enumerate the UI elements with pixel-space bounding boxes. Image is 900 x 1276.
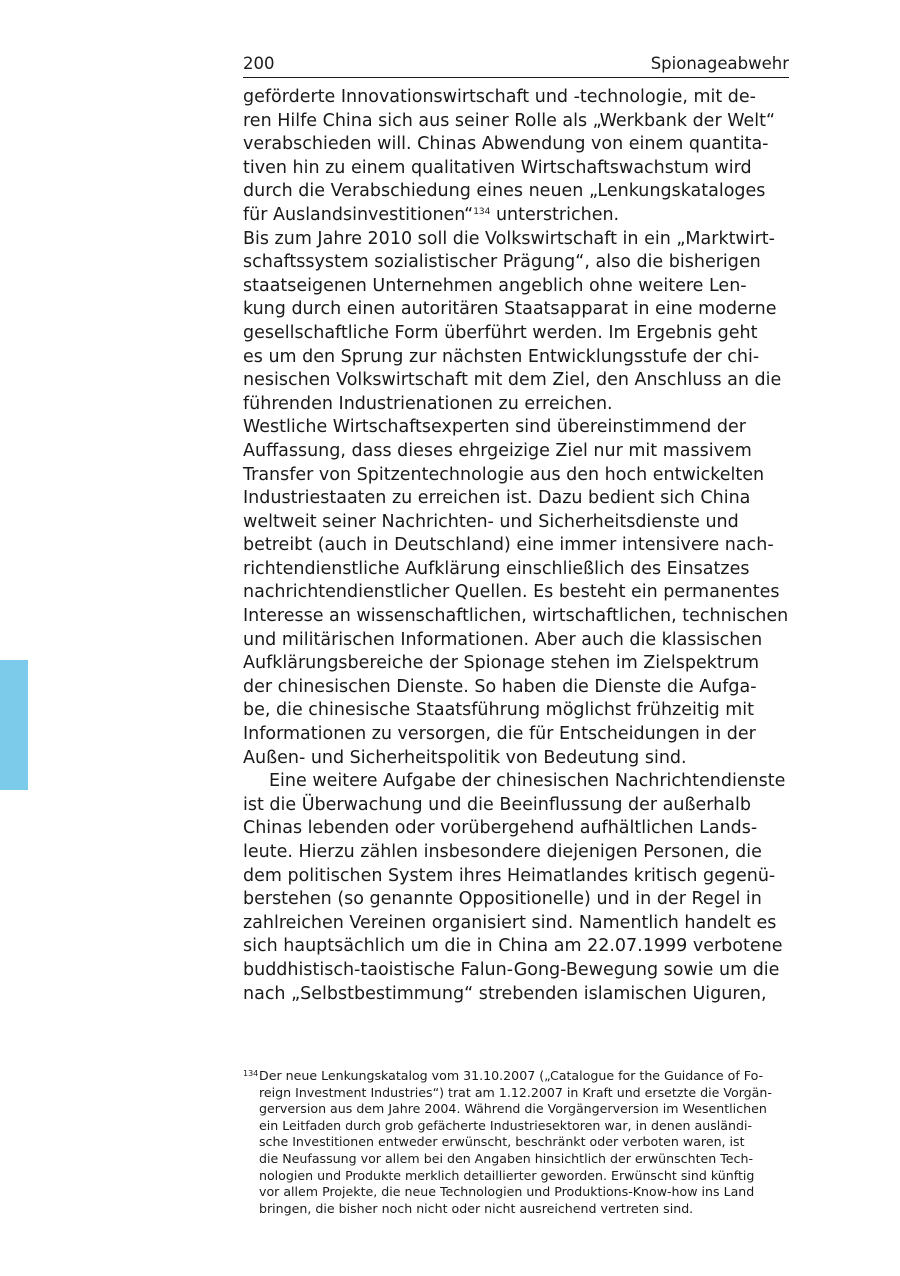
- body-line: Auffassung, dass dieses ehrgeizige Ziel nur mit massivem: [243, 440, 752, 461]
- body-line: Transfer von Spitzentechnologie aus den hoch entwickelten: [243, 464, 765, 485]
- footnote-line: die Neufassung vor allem bei den Angaben hinsichtlich der erwünschten Tech-: [259, 1150, 753, 1166]
- body-line: richtendienstliche Aufklärung einschließlich des Einsatzes: [243, 558, 750, 579]
- footnote-line: 134Der neue Lenkungskatalog vom 31.10.2007 („Catalogue for the Guidance of Fo-: [243, 1068, 764, 1083]
- body-line: tiven hin zu einem qualitativen Wirtschaftswachstum wird: [243, 157, 752, 178]
- body-line: führenden Industrienationen zu erreichen.: [243, 393, 613, 414]
- body-line: Informationen zu versorgen, die für Entscheidungen in der: [243, 724, 756, 745]
- body-line: dem politischen System ihres Heimatlandes kritisch gegenü-: [243, 865, 776, 886]
- body-line: zahlreichen Vereinen organisiert sind. Namentlich handelt es: [243, 912, 777, 933]
- body-line: Bis zum Jahre 2010 soll die Volkswirtschaft in ein „Marktwirt-: [243, 228, 775, 249]
- body-line: weltweit seiner Nachrichten- und Sicherheitsdienste und: [243, 511, 739, 532]
- footnote-line: sche Investitionen entweder erwünscht, beschränkt oder verboten waren, ist: [259, 1134, 745, 1150]
- body-line: durch die Verabschiedung eines neuen „Lenkungskataloges: [243, 181, 766, 202]
- body-line: und militärischen Informationen. Aber auch die klassischen: [243, 629, 763, 650]
- body-line: geförderte Innovationswirtschaft und -technologie, mit de-: [243, 87, 756, 107]
- body-line: buddhistisch-taoistische Falun-Gong-Bewegung sowie um die: [243, 959, 780, 980]
- body-line: verabschieden will. Chinas Abwendung von einem quantita-: [243, 134, 769, 155]
- body-line: Chinas lebenden oder vorübergehend aufhältlichen Lands-: [243, 818, 758, 839]
- body-line: ist die Überwachung und die Beeinflussung der außerhalb: [243, 794, 751, 815]
- body-line: staatseigenen Unternehmen angeblich ohne weitere Len-: [243, 275, 747, 296]
- running-title: Spionageabwehr: [650, 54, 789, 73]
- body-line: berstehen (so genannte Oppositionelle) und in der Regel in: [243, 889, 762, 910]
- page-number: 200: [243, 54, 275, 73]
- body-line-text: für Auslandsinvestitionen“: [243, 204, 474, 225]
- footnote-line: nologien und Produkte merklich detaillierter geworden. Erwünscht sind künftig: [259, 1167, 755, 1183]
- body-line: ren Hilfe China sich aus seiner Rolle als „Werkbank der Welt“: [243, 110, 776, 131]
- body-line: leute. Hierzu zählen insbesondere diejenigen Personen, die: [243, 842, 762, 862]
- body-line: Aufklärungsbereiche der Spionage stehen im Zielspektrum: [243, 653, 760, 674]
- footnote: [243, 1068, 789, 1217]
- body-line: Westliche Wirtschaftsexperten sind übereinstimmend der: [243, 417, 746, 438]
- footnote-line: bringen, die bisher noch nicht oder nicht ausreichend vertreten sind.: [259, 1200, 694, 1216]
- footnote-text: Der neue Lenkungskatalog vom 31.10.2007 („Catalogue for the Guidance of Fo-: [259, 1068, 764, 1083]
- body-line: gesellschaftliche Form überführt werden. Im Ergebnis geht: [243, 322, 758, 343]
- body-line-tail: unterstrichen.: [490, 204, 620, 225]
- body-line: Industriestaaten zu erreichen ist. Dazu bedient sich China: [243, 488, 751, 509]
- chapter-thumb-tab: [0, 660, 28, 790]
- footnote-line: reign Investment Industries“) trat am 1.12.2007 in Kraft und ersetzte die Vorgän-: [259, 1084, 772, 1100]
- body-line: Eine weitere Aufgabe der chinesischen Nachrichtendienste: [269, 771, 786, 792]
- footnote-line: vor allem Projekte, die neue Technologien und Produktions-Know-how ins Land: [259, 1184, 755, 1200]
- body-line: Außen- und Sicherheitspolitik von Bedeutung sind.: [243, 747, 687, 768]
- footnote-reference[interactable]: 134: [473, 206, 491, 217]
- running-header: [243, 52, 789, 78]
- body-line: schaftssystem sozialistischer Prägung“, also die bisherigen: [243, 252, 761, 273]
- body-line: es um den Sprung zur nächsten Entwicklungsstufe der chi-: [243, 346, 760, 367]
- body-text: [243, 86, 789, 1006]
- footnote-line: ein Leitfaden durch grob gefächerte Industriesektoren war, in denen ausländi-: [259, 1117, 753, 1133]
- body-line: nesischen Volkswirtschaft mit dem Ziel, den Anschluss an die: [243, 370, 782, 391]
- body-line: betreibt (auch in Deutschland) eine immer intensivere nach-: [243, 535, 774, 556]
- body-line-with-footnote-ref: [243, 204, 789, 228]
- body-line: kung durch einen autoritären Staatsapparat in eine moderne: [243, 299, 777, 320]
- body-line: der chinesischen Dienste. So haben die Dienste die Aufga-: [243, 676, 757, 697]
- body-line: nach „Selbstbestimmung“ strebenden islamischen Uiguren,: [243, 983, 767, 1004]
- body-line: nachrichtendienstlicher Quellen. Es besteht ein permanentes: [243, 582, 780, 603]
- body-line: Interesse an wissenschaftlichen, wirtschaftlichen, technischen: [243, 606, 789, 627]
- body-line: be, die chinesische Staatsführung möglichst frühzeitig mit: [243, 700, 755, 721]
- body-line: sich hauptsächlich um die in China am 22.07.1999 verbotene: [243, 936, 783, 957]
- footnote-line: gerversion aus dem Jahre 2004. Während die Vorgängerversion im Wesentlichen: [259, 1101, 767, 1117]
